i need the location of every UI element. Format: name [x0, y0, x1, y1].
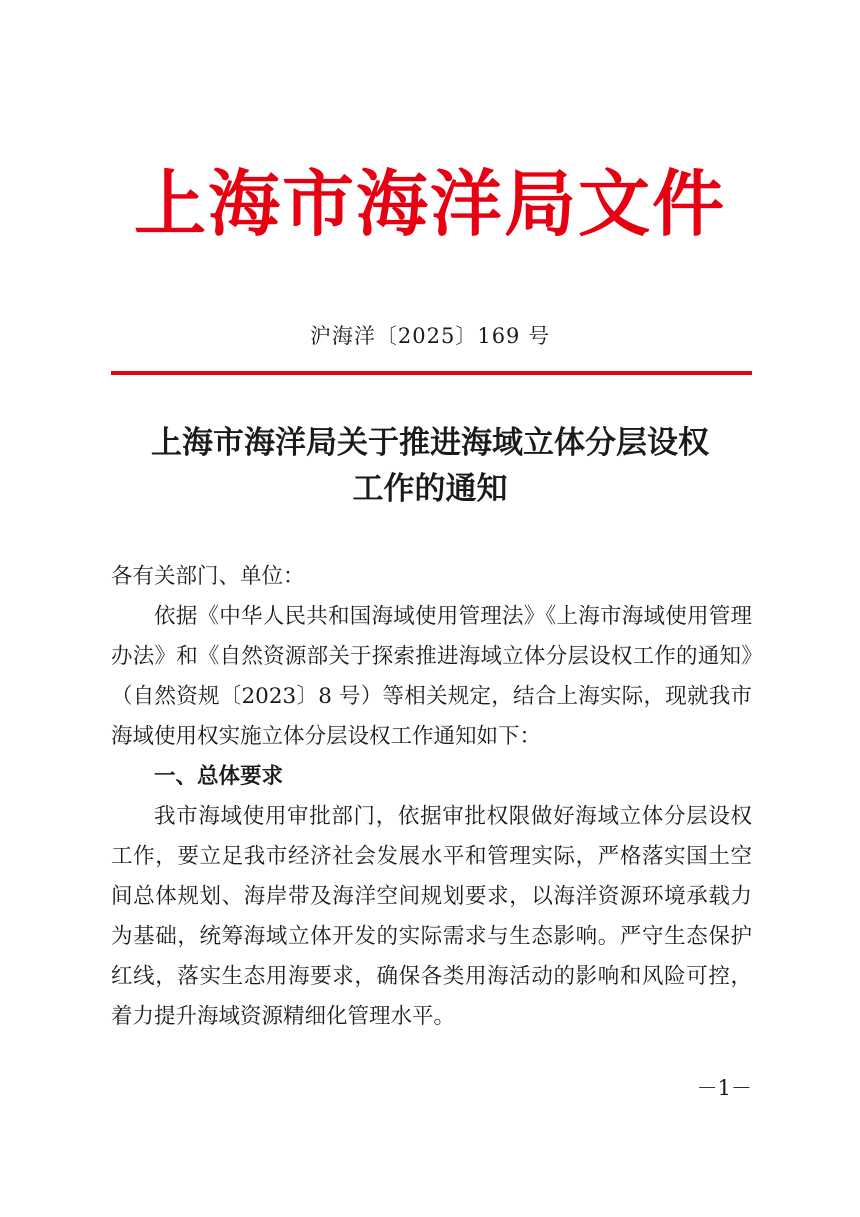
- red-separator-line: [111, 371, 752, 375]
- document-title: [0, 420, 860, 512]
- page-number: －1－: [696, 1076, 752, 1100]
- paragraph-legal-basis: 依据《中华人民共和国海域使用管理法》《上海市海域使用管理办法》和《自然资源部关于探索推进海域立体分层设权工作的通知》（自然资规〔2023〕8 号）等相关规定，结合上海实际，现就我市海域使用权实施立体分层设权工作通知如下：: [111, 604, 752, 749]
- document-title-line-2: 工作的通知: [352, 471, 508, 507]
- salutation: 各有关部门、单位：: [111, 564, 305, 589]
- agency-masthead: 上海市海洋局文件: [133, 161, 726, 246]
- paragraph-general-requirements: 我市海域使用审批部门，依据审批权限做好海域立体分层设权工作，要立足我市经济社会发展水平和管理实际，严格落实国土空间总体规划、海岸带及海洋空间规划要求，以海洋资源环境承载力为基础，统筹海域立体开发的实际需求与生态影响。严守生态保护红线，落实生态用海要求，确保各类用海活动的影响和风险可控，着力提升海域资源精细化管理水平。: [111, 804, 752, 1029]
- section-heading-general-requirements: 一、总体要求: [154, 764, 284, 789]
- document-title-line-1: 上海市海洋局关于推进海域立体分层设权: [151, 425, 709, 461]
- document-body: [111, 557, 752, 1037]
- document-number: 沪海洋〔2025〕169 号: [309, 324, 551, 348]
